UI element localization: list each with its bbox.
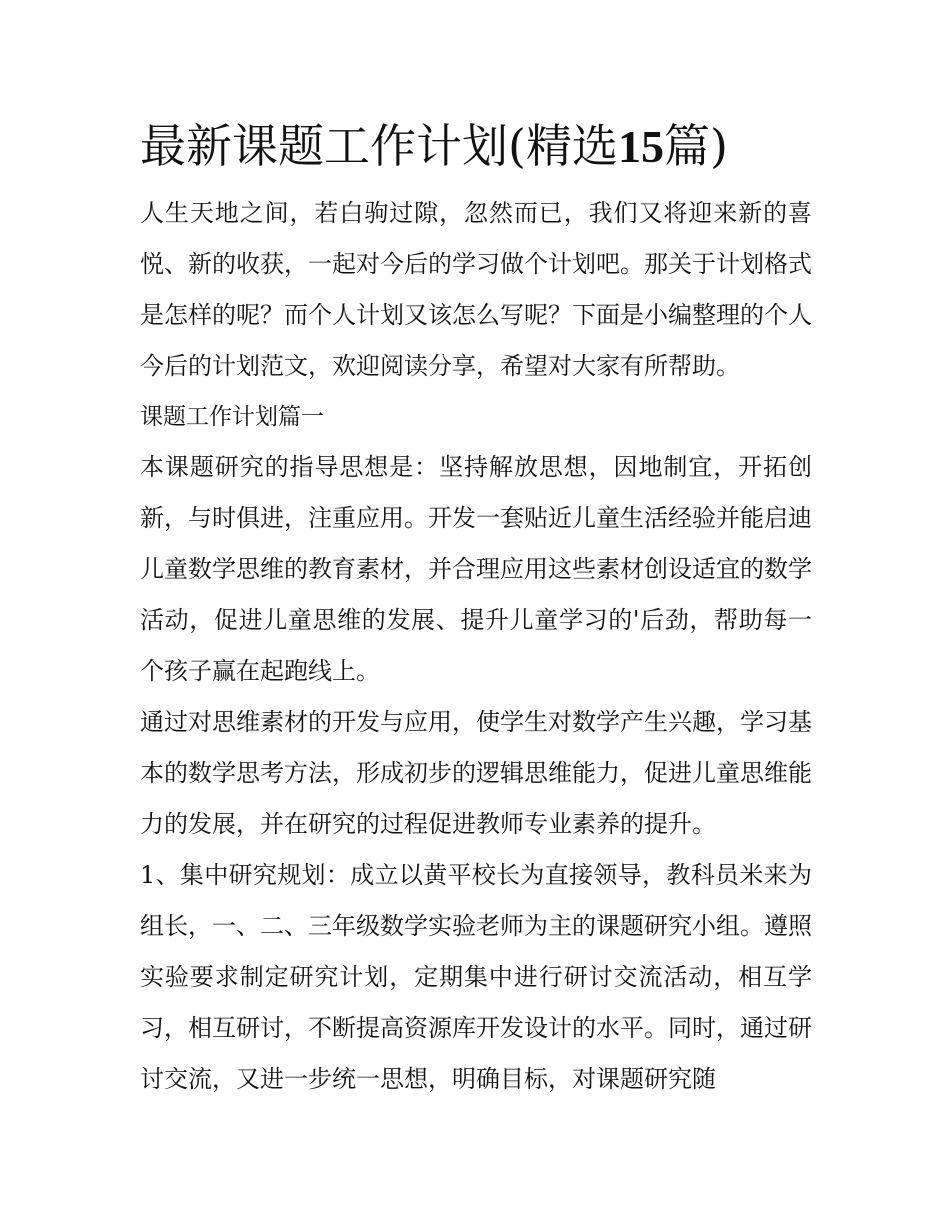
document-title — [140, 110, 812, 183]
body-paragraph: 通过对思维素材的开发与应用，使学生对数学产生兴趣，学习基本的数学思考方法，形成初步的逻辑思维能力，促进儿童思维能力的发展，并在研究的过程促进教师专业素养的提升。 — [140, 708, 812, 838]
title-prefix: 最新课题工作计划(精选 — [140, 119, 618, 173]
section-heading: 课题工作计划篇一 — [140, 404, 324, 430]
document-page — [140, 110, 812, 1105]
title-suffix: 篇) — [663, 119, 728, 173]
title-number: 15 — [617, 121, 664, 172]
body-paragraph: 1、集中研究规划：成立以黄平校长为直接领导，教科员米来为组长，一、二、三年级数学实验老师为主的课题研究小组。遵照实验要求制定研究计划，定期集中进行研讨交流活动，相互学习，相互研讨，不断提高资源库开发设计的水平。同时，通过研讨交流，又进一步统一思想，明确目标，对课题研究随 — [140, 861, 812, 1093]
intro-paragraph: 人生天地之间，若白驹过隙，忽然而已，我们又将迎来新的喜悦、新的收获，一起对今后的学习做个计划吧。那关于计划格式是怎样的呢？而个人计划又该怎么写呢？下面是小编整理的个人今后的计划范文，欢迎阅读分享，希望对大家有所帮助。 — [140, 199, 812, 380]
body-paragraph: 本课题研究的指导思想是：坚持解放思想，因地制宜，开拓创新，与时俱进，注重应用。开发一套贴近儿童生活经验并能启迪儿童数学思维的教育素材，并合理应用这些素材创设适宜的数学活动，促进儿童思维的发展、提升儿童学习的'后劲，帮助每一个孩子赢在起跑线上。 — [140, 453, 812, 685]
